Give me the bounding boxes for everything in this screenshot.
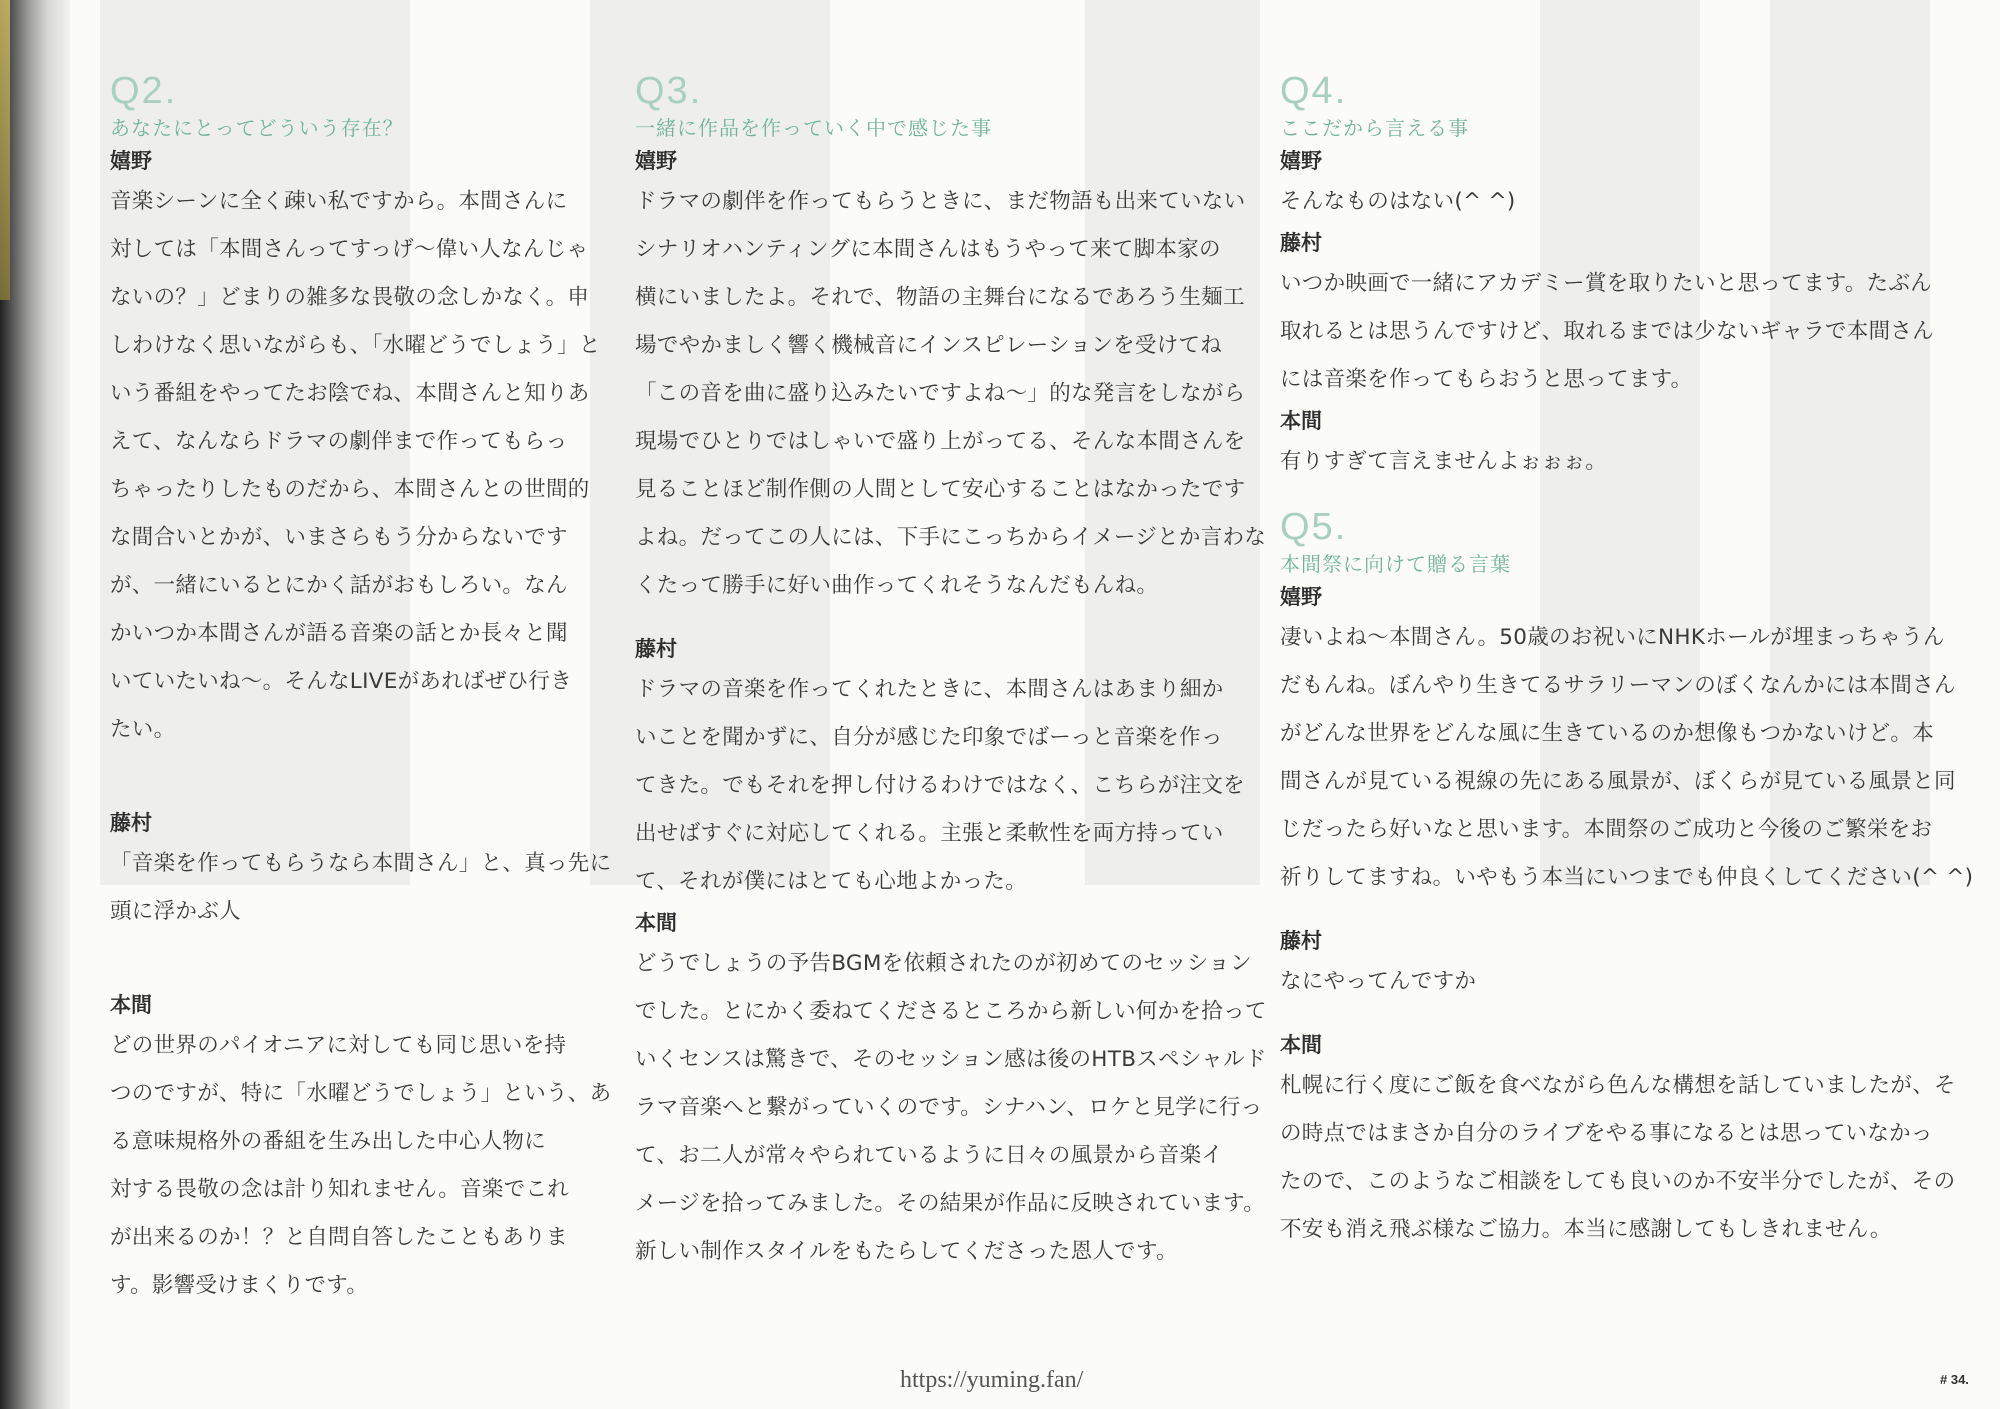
text-line: くたって勝手に好い曲作ってくれそうなんだもんね。	[635, 573, 1159, 598]
text-line: には音楽を作ってもらおうと思ってます。	[1280, 367, 1693, 392]
text-line: 対しては「本間さんってすっげ〜偉い人なんじゃ	[110, 237, 589, 262]
text-line: が出来るのか！？と自問自答したこともありま	[110, 1225, 568, 1250]
text-line: 出せばすぐに対応してくれる。主張と柔軟性を両方持ってい	[635, 821, 1224, 846]
text-line: ないの？」どまりの雑多な畏敬の念しかなく。申	[110, 285, 590, 310]
text-line: いう番組をやってたお陰でね、本間さんと知りあ	[110, 381, 590, 406]
speaker-name: 本間	[635, 911, 677, 935]
answer-text	[635, 940, 1267, 1276]
answer-text	[1280, 614, 1973, 902]
text-line: 現場でひとりではしゃいで盛り上がってる、そんな本間さんを	[635, 429, 1246, 454]
speaker-name: 藤村	[110, 811, 152, 835]
column-q2	[110, 72, 611, 1310]
text-line: が、一緒にいるとにかく話がおもしろい。なん	[110, 573, 568, 598]
text-line: ドラマの劇伴を作ってもらうときに、まだ物語も出来ていない	[635, 189, 1246, 214]
text-line: す。影響受けまくりです。	[110, 1273, 369, 1298]
text-line: そんなものはない(^ ^)	[1280, 189, 1516, 214]
text-line: 凄いよね〜本間さん。50歳のお祝いにNHKホールが埋まっちゃうん	[1280, 625, 1945, 650]
text-line: いくセンスは驚きで、そのセッション感は後のHTBスペシャルド	[635, 1047, 1267, 1072]
text-line: る意味規格外の番組を生み出した中心人物に	[110, 1129, 547, 1154]
question-title: 一緒に作品を作っていく中で感じた事	[635, 116, 992, 140]
text-line: いことを聞かずに、自分が感じた印象でばーっと音楽を作っ	[635, 725, 1223, 750]
text-line: て、それが僕にはとても心地よかった。	[635, 869, 1027, 894]
answer-text	[1280, 958, 1973, 1006]
speaker-name: 嬉野	[1280, 149, 1322, 173]
text-line: たい。	[110, 717, 176, 742]
text-line: 対する畏敬の念は計り知れません。音楽でこれ	[110, 1177, 570, 1202]
text-line: 見ることほど制作側の人間として安心することはなかったです	[635, 477, 1246, 502]
text-line: でした。とにかく委ねてくださるところから新しい何かを拾って	[635, 999, 1267, 1024]
text-line: の時点ではまさか自分のライブをやる事になるとは思っていなかっ	[1280, 1121, 1933, 1146]
text-line: よね。だってこの人には、下手にこっちからイメージとか言わな	[635, 525, 1267, 550]
question-number: Q3.	[635, 70, 703, 112]
text-line: じだったら好いなと思います。本間祭のご成功と今後のご繁栄をお	[1280, 817, 1933, 842]
text-line: 横にいましたよ。それで、物語の主舞台になるであろう生麺工	[635, 285, 1245, 310]
text-line: 「この音を曲に盛り込みたいですよね〜」的な発言をしながら	[635, 381, 1246, 406]
speaker-name: 嬉野	[110, 149, 152, 173]
text-line: いつか映画で一緒にアカデミー賞を取りたいと思ってます。たぶん	[1280, 271, 1933, 296]
text-line: 取れるとは思うんですけど、取れるまでは少ないギャラで本間さん	[1280, 319, 1935, 344]
question-title: あなたにとってどういう存在？	[110, 116, 404, 140]
answer-text	[110, 178, 611, 754]
text-line: 間さんが見ている視線の先にある風景が、ぼくらが見ている風景と同	[1280, 769, 1956, 794]
text-line: どうでしょうの予告BGMを依頼されたのが初めてのセッション	[635, 951, 1252, 976]
text-line: ちゃったりしたものだから、本間さんとの世間的	[110, 477, 590, 502]
text-line: 「音楽を作ってもらうなら本間さん」と、真っ先に	[110, 851, 612, 876]
watermark-url: https://yuming.fan/	[900, 1367, 1084, 1393]
book-spine-shadow	[0, 0, 70, 1409]
text-line: しわけなく思いながらも、「水曜どうでしょう」と	[110, 333, 601, 358]
speaker-name: 藤村	[1280, 929, 1322, 953]
text-line: シナリオハンティングに本間さんはもうやって来て脚本家の	[635, 237, 1221, 262]
question-number: Q4.	[1280, 70, 1348, 112]
speaker-name: 嬉野	[635, 149, 677, 173]
answer-text	[110, 1022, 611, 1310]
text-line: 頭に浮かぶ人	[110, 899, 241, 924]
text-line: 場でやかましく響く機械音にインスピレーションを受けてね	[635, 333, 1223, 358]
text-line: たので、このようなご相談をしても良いのか不安半分でしたが、その	[1280, 1169, 1956, 1194]
speaker-name: 藤村	[1280, 231, 1322, 255]
text-line: えて、なんならドラマの劇伴まで作ってもらっ	[110, 429, 568, 454]
speaker-name: 本間	[1280, 409, 1322, 433]
text-line: どの世界のパイオニアに対しても同じ思いを持	[110, 1033, 567, 1058]
page-edge	[0, 0, 10, 300]
text-line: 札幌に行く度にご飯を食べながら色んな構想を話していましたが、そ	[1280, 1073, 1956, 1098]
text-line: 有りすぎて言えませんよぉぉぉ。	[1280, 449, 1608, 474]
answer-text	[635, 178, 1267, 610]
text-line: な間合いとかが、いまさらもう分からないです	[110, 525, 568, 550]
speaker-name: 本間	[110, 993, 152, 1017]
text-line: つのですが、特に「水曜どうでしょう」という、あ	[110, 1081, 612, 1106]
text-line: てきた。でもそれを押し付けるわけではなく、こちらが注文を	[635, 773, 1245, 798]
text-line: 不安も消え飛ぶ様なご協力。本当に感謝してもしきれません。	[1280, 1217, 1892, 1242]
answer-text	[1280, 438, 1973, 486]
answer-text	[1280, 1062, 1973, 1254]
question-number: Q5.	[1280, 506, 1348, 548]
answer-text	[110, 840, 611, 936]
text-line: いていたいね〜。そんなLIVEがあればぜひ行き	[110, 669, 573, 694]
speaker-name: 嬉野	[1280, 585, 1322, 609]
text-line: 新しい制作スタイルをもたらしてくださった恩人です。	[635, 1239, 1178, 1264]
answer-text	[1280, 260, 1973, 404]
column-q4-q5	[1280, 72, 1973, 1254]
question-title: ここだから言える事	[1280, 116, 1469, 140]
answer-text	[635, 666, 1267, 906]
column-q3	[635, 72, 1267, 1276]
text-line: だもんね。ぼんやり生きてるサラリーマンのぼくなんかには本間さん	[1280, 673, 1956, 698]
speaker-name: 藤村	[635, 637, 677, 661]
text-line: かいつか本間さんが語る音楽の話とか長々と聞	[110, 621, 568, 646]
question-number: Q2.	[110, 70, 178, 112]
text-line: 祈りしてますね。いやもう本当にいつまでも仲良くしてください(^ ^)	[1280, 865, 1974, 890]
text-line: ラマ音楽へと繋がっていくのです。シナハン、ロケと見学に行っ	[635, 1095, 1263, 1120]
text-line: ドラマの音楽を作ってくれたときに、本間さんはあまり細か	[635, 677, 1224, 702]
text-line: なにやってんですか	[1280, 969, 1477, 994]
question-title: 本間祭に向けて贈る言葉	[1280, 552, 1511, 576]
text-line: 音楽シーンに全く疎い私ですから。本間さんに	[110, 189, 568, 214]
text-line: がどんな世界をどんな風に生きているのか想像もつかないけど。本	[1280, 721, 1935, 746]
speaker-name: 本間	[1280, 1033, 1322, 1057]
answer-text	[1280, 178, 1973, 226]
text-line: て、お二人が常々やられているように日々の風景から音楽イ	[635, 1143, 1224, 1168]
page-number: # 34.	[1940, 1372, 1969, 1387]
text-line: メージを拾ってみました。その結果が作品に反映されています。	[635, 1191, 1266, 1216]
